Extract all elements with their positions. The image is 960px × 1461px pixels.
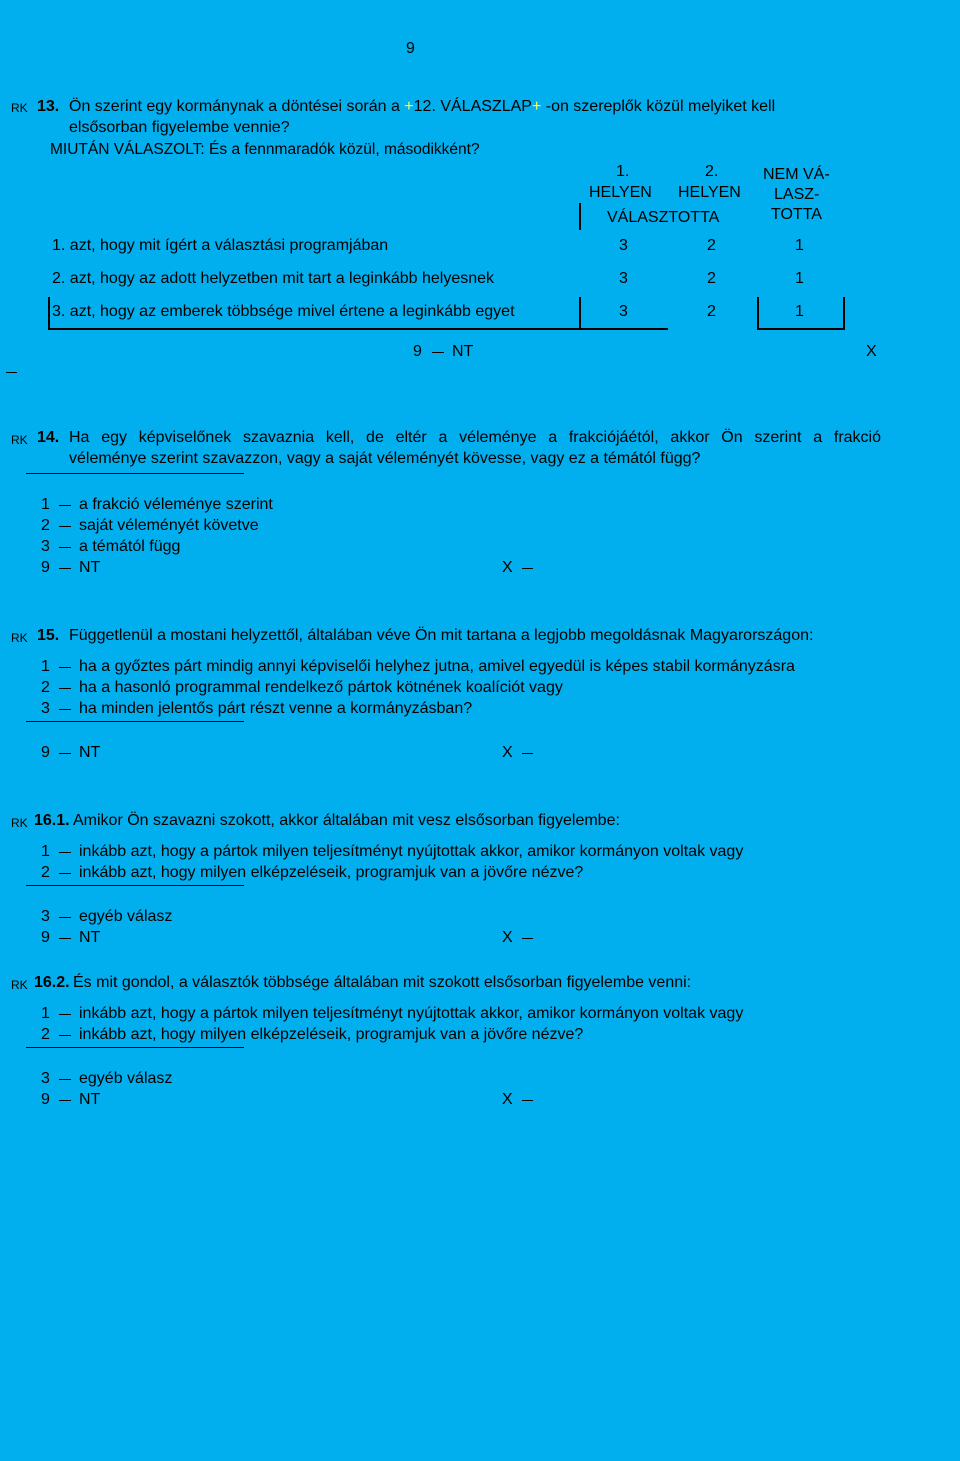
- q13-row-1-code-3[interactable]: 3: [619, 237, 628, 254]
- q15-option-2-text: ha a hasonló programmal rendelkező pártok kötnének koalíciót vagy: [79, 679, 563, 696]
- q14-option-2-code[interactable]: 2: [41, 517, 50, 534]
- q16-1-option-1-code[interactable]: 1: [41, 843, 50, 860]
- q14-number: 14.: [37, 429, 60, 446]
- q16-1-rk-label: RK: [11, 816, 28, 830]
- q15-option-2-code[interactable]: 2: [41, 679, 50, 696]
- q13-plus-mark-2: +: [531, 98, 542, 115]
- q16-2-option-2-dash: [59, 1035, 71, 1036]
- q13-instruction: MIUTÁN VÁLASZOLT: És a fennmaradók közül, másodikként?: [50, 141, 480, 158]
- q14-option-3-code[interactable]: 3: [41, 538, 50, 555]
- q13-header-subtitle: VÁLASZTOTTA: [607, 209, 720, 226]
- q15-option-3-dash: [59, 709, 71, 710]
- q13-header-separator: [579, 203, 581, 230]
- q15-x-mark: X: [502, 744, 513, 761]
- q16-1-question: Amikor Ön szavazni szokott, akkor általában mit vesz elsősorban figyelembe:: [73, 812, 620, 829]
- q13-table-col3-right-border: [843, 297, 845, 330]
- q15-rk-label: RK: [11, 631, 28, 645]
- q13-table-left-border: [48, 297, 50, 330]
- q15-number: 15.: [37, 627, 60, 644]
- q14-option-1-dash: [59, 505, 71, 506]
- q16-2-nt-code[interactable]: 9: [41, 1091, 50, 1108]
- q16-1-option-2-text: inkább azt, hogy milyen elképzeléseik, programjuk van a jövőre nézve?: [79, 864, 584, 881]
- q13-nt-dash: [432, 352, 444, 353]
- q13-header-2-num: 2.: [705, 163, 719, 180]
- q16-1-nt-dash: [59, 938, 71, 939]
- q13-rk-label: RK: [11, 101, 28, 115]
- q16-1-x-mark: X: [502, 929, 513, 946]
- q16-2-option-1-dash: [59, 1014, 71, 1015]
- q15-rule: [26, 721, 244, 722]
- q16-1-rule: [26, 885, 244, 886]
- q13-header-1-text: HELYEN: [589, 184, 652, 201]
- q16-2-option-2-text: inkább azt, hogy milyen elképzeléseik, programjuk van a jövőre nézve?: [79, 1026, 584, 1043]
- q16-2-nt-label: NT: [79, 1091, 101, 1108]
- q16-2-option-1-code[interactable]: 1: [41, 1005, 50, 1022]
- q13-row-3-label: 3. azt, hogy az emberek többsége mivel értene a leginkább egyet: [52, 303, 515, 320]
- q13-row-2-code-1[interactable]: 1: [795, 270, 804, 287]
- q14-option-3-dash: [59, 547, 71, 548]
- q13-text-c: -on szereplők közül melyiket kell: [545, 98, 776, 115]
- q14-option-1-text: a frakció véleménye szerint: [79, 496, 273, 513]
- q14-nt-code[interactable]: 9: [41, 559, 50, 576]
- q13-number: 13.: [37, 98, 60, 115]
- q13-header-2-text: HELYEN: [678, 184, 741, 201]
- q13-text-a: Ön szerint egy kormánynak a döntései során a: [69, 98, 400, 115]
- q16-2-option-1-text: inkább azt, hogy a pártok milyen teljesítményt nyújtottak akkor, amikor kormányon voltak vagy: [79, 1005, 744, 1022]
- q13-row-2-label: 2. azt, hogy az adott helyzetben mit tart a leginkább helyesnek: [52, 270, 495, 287]
- q16-2-option-2-code[interactable]: 2: [41, 1026, 50, 1043]
- q16-1-other-code[interactable]: 3: [41, 908, 50, 925]
- q13-row-1-label: 1. azt, hogy mit ígért a választási programjában: [52, 237, 389, 254]
- q16-1-x-dash: [522, 938, 533, 939]
- q13-question-line2: elsősorban figyelembe vennie?: [69, 119, 290, 136]
- q16-2-nt-dash: [59, 1100, 71, 1101]
- q13-header-3-line2: LASZ-: [774, 186, 820, 203]
- q16-2-number: 16.2.: [34, 974, 70, 991]
- q16-1-nt-code[interactable]: 9: [41, 929, 50, 946]
- q13-margin-dash: [6, 372, 17, 373]
- q16-2-rk-label: RK: [11, 978, 28, 992]
- q16-1-option-1-dash: [59, 852, 71, 853]
- q14-option-2-text: saját véleményét követve: [79, 517, 259, 534]
- q13-row-3-code-2[interactable]: 2: [707, 303, 716, 320]
- q16-2-other-code[interactable]: 3: [41, 1070, 50, 1087]
- q15-option-3-code[interactable]: 3: [41, 700, 50, 717]
- q13-nt-label: NT: [452, 343, 474, 360]
- q13-table-mid-border: [579, 297, 581, 330]
- q16-2-x-mark: X: [502, 1091, 513, 1108]
- q14-option-2-dash: [59, 526, 71, 527]
- q15-option-1-code[interactable]: 1: [41, 658, 50, 675]
- q13-header-1-num: 1.: [616, 163, 630, 180]
- q13-x-mark: X: [866, 343, 877, 360]
- q14-nt-dash: [59, 568, 71, 569]
- q14-nt-label: NT: [79, 559, 101, 576]
- q13-nt-code[interactable]: 9: [413, 343, 422, 360]
- q13-header-3-line1: NEM VÁ-: [763, 166, 830, 183]
- q13-row-3-code-3[interactable]: 3: [619, 303, 628, 320]
- q14-rk-label: RK: [11, 433, 28, 447]
- q15-nt-label: NT: [79, 744, 101, 761]
- q15-nt-code[interactable]: 9: [41, 744, 50, 761]
- q14-x-mark: X: [502, 559, 513, 576]
- q16-2-other-dash: [59, 1079, 71, 1080]
- q13-row-3-code-1[interactable]: 1: [795, 303, 804, 320]
- q14-question-line1: Ha egy képviselőnek szavaznia kell, de eltér a véleménye a frakciójáétól, akkor Ön szerint a frakció: [69, 429, 881, 446]
- q14-option-3-text: a témától függ: [79, 538, 181, 555]
- q13-header-3-line3: TOTTA: [771, 206, 822, 223]
- q14-x-dash: [522, 568, 533, 569]
- q16-2-x-dash: [522, 1100, 533, 1101]
- q13-question-line1: [69, 98, 775, 116]
- q15-x-dash: [522, 753, 533, 754]
- q14-rule: [26, 473, 244, 474]
- q16-1-option-2-dash: [59, 873, 71, 874]
- q13-row-1-code-2[interactable]: 2: [707, 237, 716, 254]
- q16-1-nt-label: NT: [79, 929, 101, 946]
- q15-option-1-text: ha a győztes párt mindig annyi képviselői helyhez jutna, amivel egyedül is képes stabil kormányzásra: [79, 658, 795, 675]
- q13-text-b: 12. VÁLASZLAP: [413, 98, 532, 115]
- q16-1-number: 16.1.: [34, 812, 70, 829]
- q14-question-line2: véleménye szerint szavazzon, vagy a saját véleményét kövesse, vagy ez a témától függ?: [69, 450, 701, 467]
- q16-2-rule: [26, 1047, 244, 1048]
- q15-option-1-dash: [59, 667, 71, 668]
- q13-table-col3-left-border: [757, 297, 759, 330]
- q16-2-other-label: egyéb válasz: [79, 1070, 173, 1087]
- q15-question: Függetlenül a mostani helyzettől, általában véve Ön mit tartana a legjobb megoldásnak Magyarországon:: [69, 627, 814, 644]
- q15-option-2-dash: [59, 688, 71, 689]
- q16-1-option-2-code[interactable]: 2: [41, 864, 50, 881]
- page-number: 9: [406, 40, 415, 57]
- q13-row-1-code-1[interactable]: 1: [795, 237, 804, 254]
- q16-1-option-1-text: inkább azt, hogy a pártok milyen teljesítményt nyújtottak akkor, amikor kormányon voltak vagy: [79, 843, 744, 860]
- q13-table-bottom-border: [48, 328, 668, 330]
- q16-1-other-label: egyéb válasz: [79, 908, 173, 925]
- q13-table-col3-bottom-border: [757, 328, 845, 330]
- q13-plus-mark: +: [404, 98, 414, 115]
- q16-2-question: És mit gondol, a választók többsége általában mit szokott elsősorban figyelembe venni:: [73, 974, 692, 991]
- q15-option-3-text: ha minden jelentős párt részt venne a kormányzásban?: [79, 700, 473, 717]
- q13-row-2-code-2[interactable]: 2: [707, 270, 716, 287]
- q13-row-2-code-3[interactable]: 3: [619, 270, 628, 287]
- q14-option-1-code[interactable]: 1: [41, 496, 50, 513]
- q15-nt-dash: [59, 753, 71, 754]
- q16-1-other-dash: [59, 917, 71, 918]
